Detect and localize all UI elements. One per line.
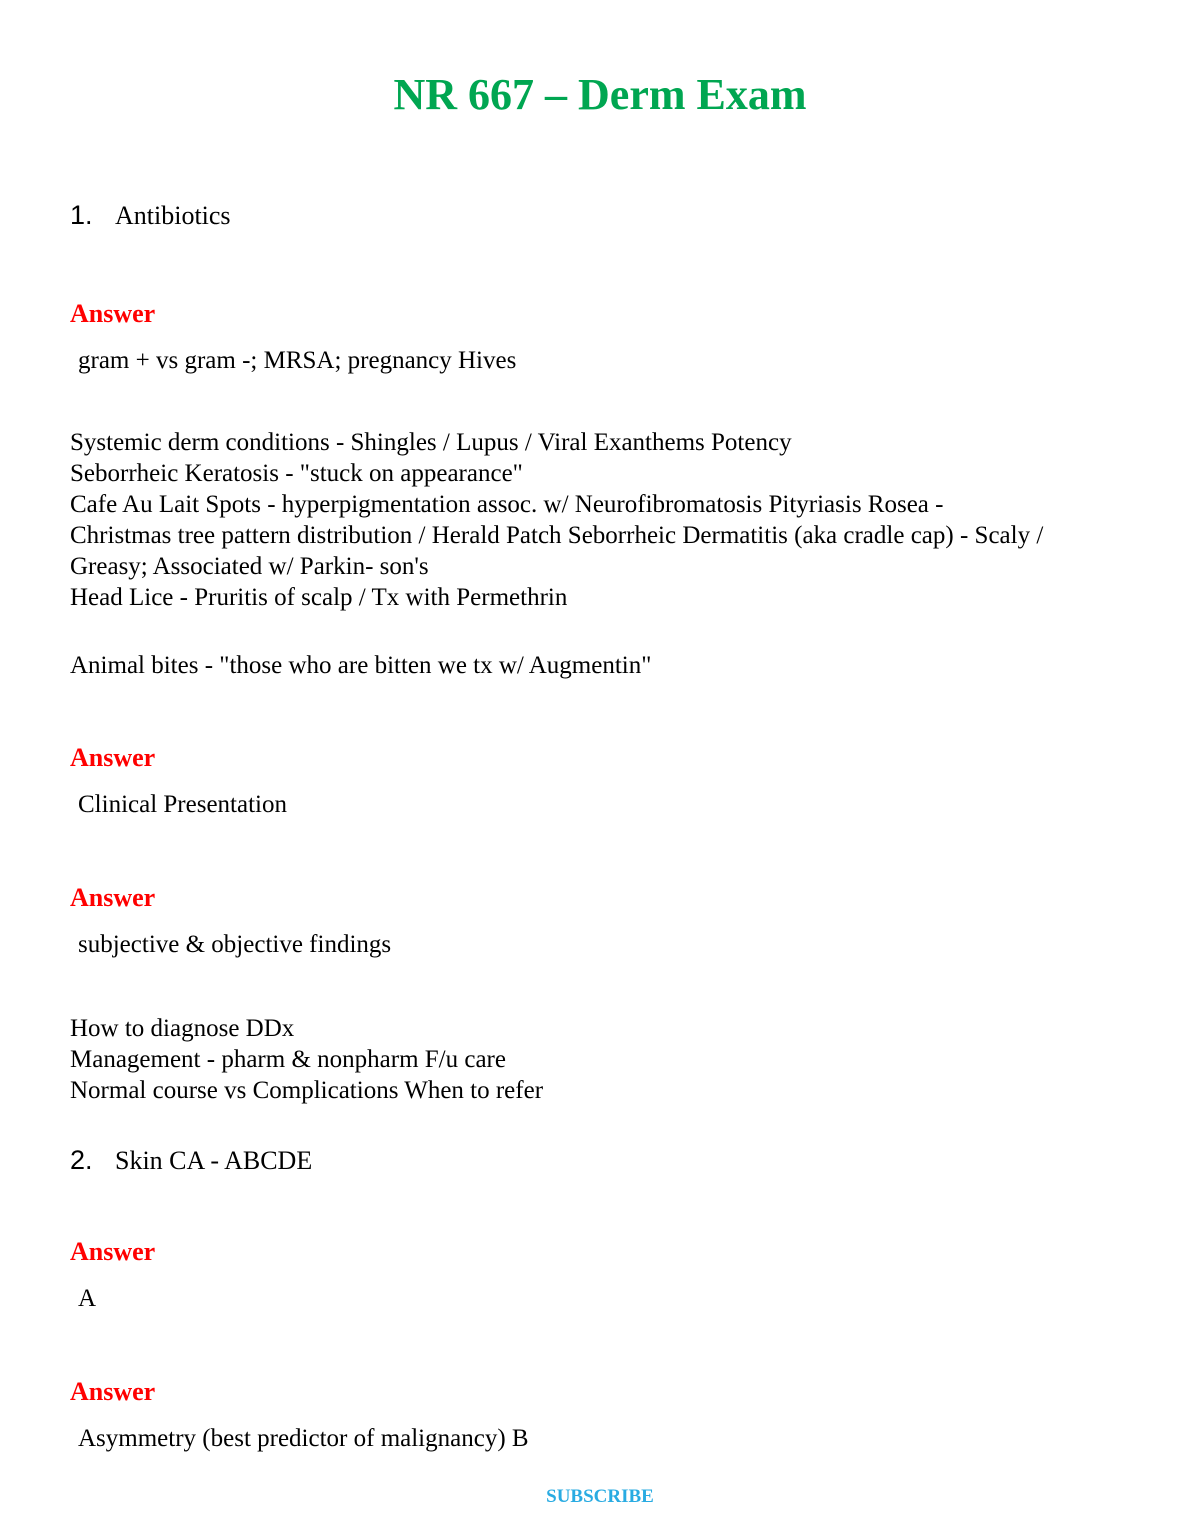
question-2 xyxy=(70,1143,1130,1178)
answer-heading-5: Answer xyxy=(70,1377,156,1406)
page-title: NR 667 – Derm Exam xyxy=(393,70,807,119)
notes-line: Christmas tree pattern distribution / Herald Patch Seborrheic Dermatitis (aka cradle cap) - Scaly / xyxy=(70,522,1044,549)
answer-heading-1: Answer xyxy=(70,299,156,328)
answer-heading-2: Answer xyxy=(70,743,156,772)
notes-animal-bites: Animal bites - "those who are bitten we tx w/ Augmentin" xyxy=(70,652,652,679)
notes-line: Greasy; Associated w/ Parkin- son's xyxy=(70,553,429,580)
notes-line: Head Lice - Pruritis of scalp / Tx with Permethrin xyxy=(70,584,568,611)
answer-text-2: Clinical Presentation xyxy=(78,791,287,818)
notes-diagnosis xyxy=(70,1013,1130,1106)
question-2-text: Skin CA - ABCDE xyxy=(115,1146,313,1175)
notes-line: Cafe Au Lait Spots - hyperpigmentation assoc. w/ Neurofibromatosis Pityriasis Rosea - xyxy=(70,491,944,518)
notes-systemic-conditions xyxy=(70,427,1130,613)
answer-text-1: gram + vs gram -; MRSA; pregnancy Hives xyxy=(78,347,517,374)
question-1 xyxy=(70,198,1130,233)
notes-line: Systemic derm conditions - Shingles / Lupus / Viral Exanthems Potency xyxy=(70,429,792,456)
answer-text-3: subjective & objective findings xyxy=(78,931,392,958)
answer-heading-4: Answer xyxy=(70,1237,156,1266)
question-1-number: 1. xyxy=(70,200,93,230)
subscribe-link[interactable]: SUBSCRIBE xyxy=(546,1486,654,1507)
footer xyxy=(70,1486,1130,1508)
question-2-number: 2. xyxy=(70,1145,93,1175)
question-1-text: Antibiotics xyxy=(115,201,231,230)
answer-heading-3: Answer xyxy=(70,883,156,912)
notes-line: Seborrheic Keratosis - "stuck on appearance" xyxy=(70,460,523,487)
answer-text-5: Asymmetry (best predictor of malignancy) B xyxy=(78,1425,529,1452)
notes-line: How to diagnose DDx xyxy=(70,1015,295,1042)
answer-text-4: A xyxy=(78,1285,97,1312)
notes-line: Normal course vs Complications When to refer xyxy=(70,1077,544,1104)
notes-line: Management - pharm & nonpharm F/u care xyxy=(70,1046,506,1073)
